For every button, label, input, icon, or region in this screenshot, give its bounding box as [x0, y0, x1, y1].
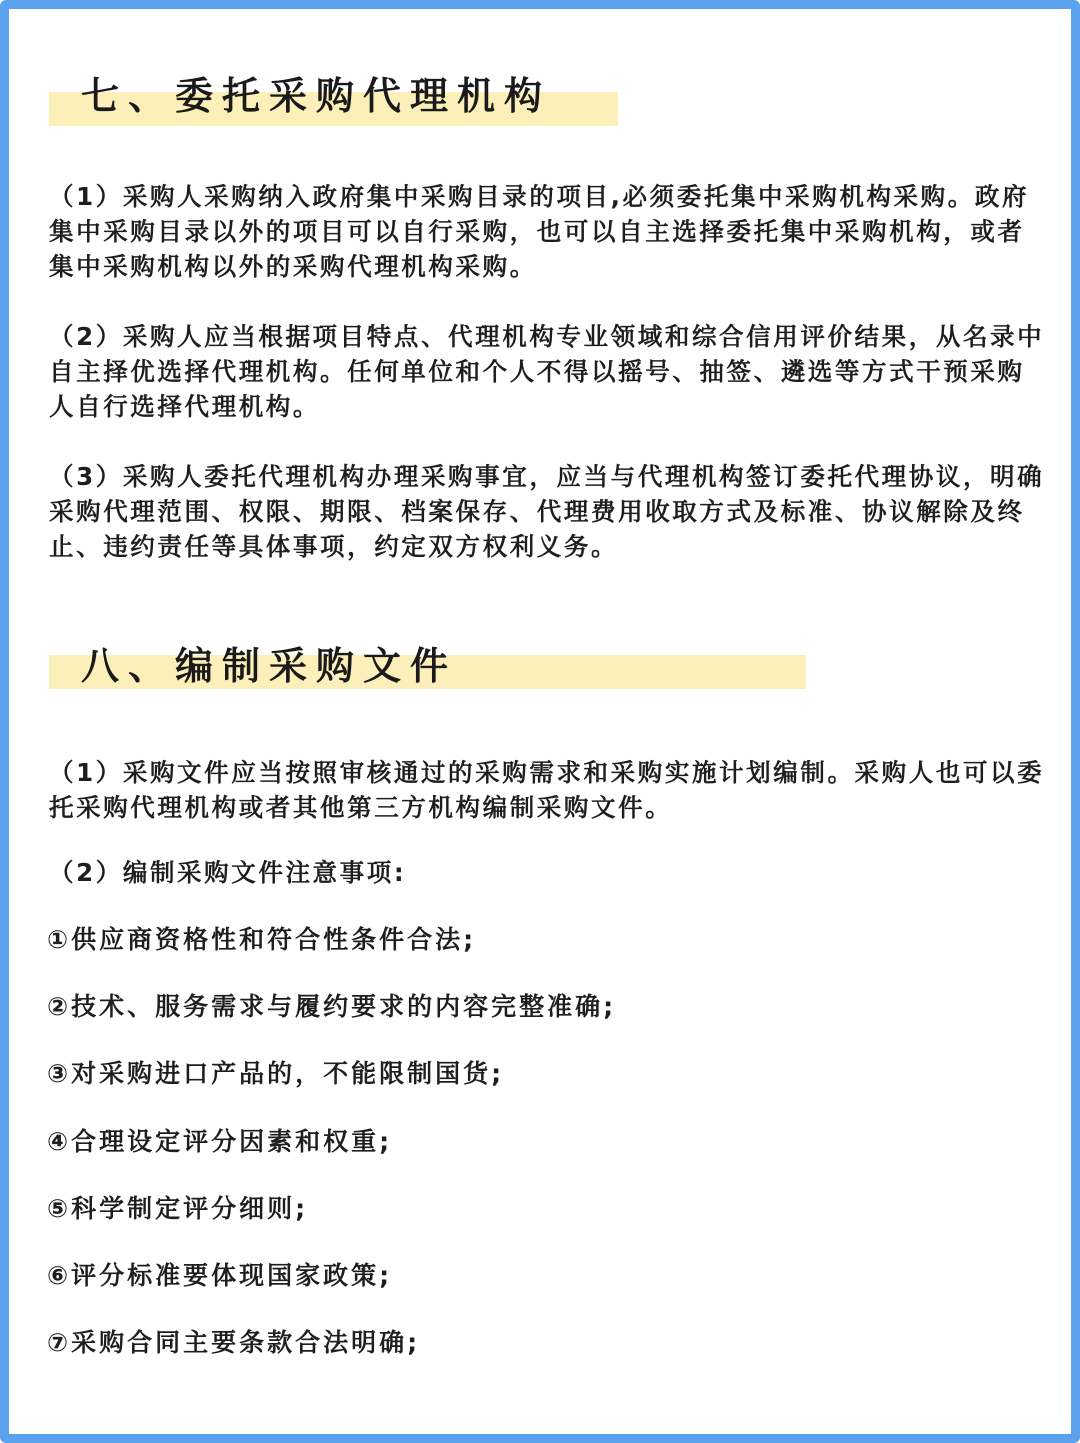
section8-title: 八、编制采购文件 — [81, 644, 458, 688]
list-item: ②技术、服务需求与履约要求的内容完整准确; — [47, 992, 617, 1021]
list-item: ⑤科学制定评分细则; — [47, 1194, 309, 1223]
list-item: ④合理设定评分因素和权重; — [47, 1127, 393, 1156]
list-item: ①供应商资格性和符合性条件合法; — [47, 925, 477, 954]
section7-paragraph-3: （3）采购人委托代理机构办理采购事宜，应当与代理机构签订委托代理协议，明确采购代理范围、权限、期限、档案保存、代理费用收取方式及标准、协议解除及终止、违约责任等具体事项，约定双方权利义务。 — [49, 462, 1045, 561]
list-item: ⑥评分标准要体现国家政策; — [47, 1261, 393, 1290]
list-item: ③对采购进口产品的，不能限制国货; — [47, 1059, 505, 1088]
section7-paragraph-1: （1）采购人采购纳入政府集中采购目录的项目,必须委托集中采购机构采购。政府集中采购目录以外的项目可以自行采购，也可以自主选择委托集中采购机构，或者集中采购机构以外的采购代理机构采购。 — [49, 182, 1030, 281]
section7-title: 七、委托采购代理机构 — [81, 74, 552, 118]
section8-paragraph-2: （2）编制采购文件注意事项: — [49, 858, 407, 887]
section8-paragraph-1: （1）采购文件应当按照审核通过的采购需求和采购实施计划编制。采购人也可以委托采购代理机构或者其他第三方机构编制采购文件。 — [49, 758, 1045, 822]
list-item: ⑦采购合同主要条款合法明确; — [47, 1328, 421, 1357]
section7-paragraph-2: （2）采购人应当根据项目特点、代理机构专业领域和综合信用评价结果，从名录中自主择优选择代理机构。任何单位和个人不得以摇号、抽签、遴选等方式干预采购人自行选择代理机构。 — [49, 322, 1045, 421]
